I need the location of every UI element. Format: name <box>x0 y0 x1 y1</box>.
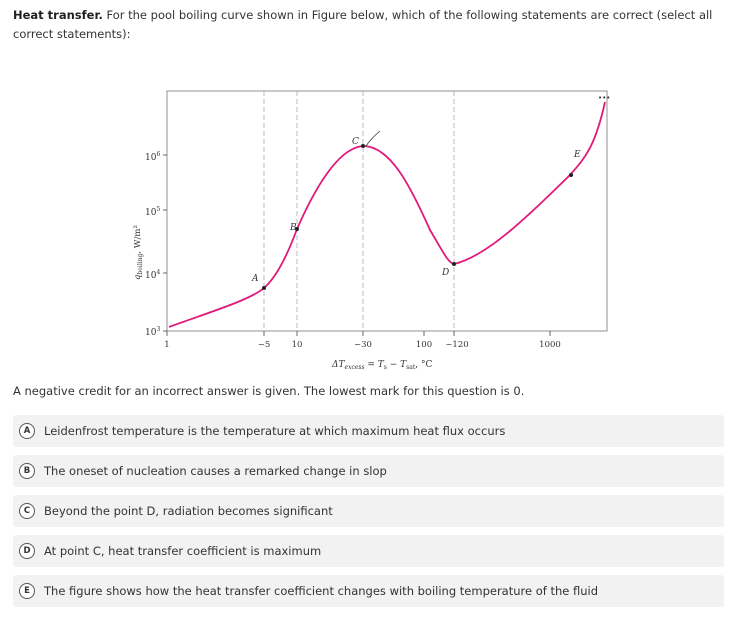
option-letter-badge: D <box>19 543 35 559</box>
option-b[interactable] <box>13 455 724 487</box>
option-d[interactable] <box>13 535 724 567</box>
x-tick-label: 1000 <box>539 340 561 350</box>
boiling-curve-chart <box>110 80 630 380</box>
point-d-marker <box>452 262 456 266</box>
ellipsis-icon: ••• <box>598 94 611 102</box>
boiling-curve-figure <box>110 80 630 380</box>
x-tick-label: ~5 <box>257 340 271 350</box>
point-label: C <box>352 137 359 147</box>
option-letter-badge: B <box>19 463 35 479</box>
point-label: A <box>252 274 259 284</box>
x-tick-label: 1 <box>164 340 170 350</box>
point-label: B <box>290 223 297 233</box>
x-tick-label: ~120 <box>445 340 469 350</box>
option-c[interactable] <box>13 495 724 527</box>
point-c-marker <box>361 144 365 148</box>
option-text: At point C, heat transfer coefficient is maximum <box>44 544 322 558</box>
y-axis-label: $q_{boiling}$, W/m² <box>133 225 144 280</box>
option-e[interactable] <box>13 575 724 607</box>
question-topic: Heat transfer. <box>13 8 103 22</box>
option-text: Leidenfrost temperature is the temperature at which maximum heat flux occurs <box>44 424 506 438</box>
x-axis-label: $\Delta T_{excess} = T_s - T_{sat}$, °C <box>332 360 433 371</box>
option-text: The figure shows how the heat transfer coefficient changes with boiling temperature of the fluid <box>44 584 599 598</box>
option-text: The oneset of nucleation causes a remarked change in slop <box>44 464 387 478</box>
x-tick-label: 10 <box>291 340 303 350</box>
option-a[interactable] <box>13 415 724 447</box>
negative-credit-note: A negative credit for an incorrect answer is given. The lowest mark for this question is 0. <box>13 384 525 398</box>
question-text <box>13 6 718 44</box>
plot-frame <box>167 91 607 331</box>
point-e-marker <box>569 173 573 177</box>
option-letter-badge: E <box>19 583 35 599</box>
option-letter-badge: C <box>19 503 35 519</box>
point-a-marker <box>262 286 266 290</box>
y-tick-label: $10^5$ <box>145 206 161 218</box>
x-tick-label: ~30 <box>354 340 372 350</box>
y-tick-label: $10^4$ <box>145 269 161 281</box>
option-letter-badge: A <box>19 423 35 439</box>
y-tick-label: $10^3$ <box>145 326 161 338</box>
y-tick-label: $10^6$ <box>145 151 161 163</box>
option-text: Beyond the point D, radiation becomes significant <box>44 504 333 518</box>
point-label: D <box>442 268 450 278</box>
x-tick-label: 100 <box>415 340 433 350</box>
question-body: For the pool boiling curve shown in Figure below, which of the following statements are correct (select all correct statements): <box>13 8 713 41</box>
point-label: E <box>574 150 581 160</box>
